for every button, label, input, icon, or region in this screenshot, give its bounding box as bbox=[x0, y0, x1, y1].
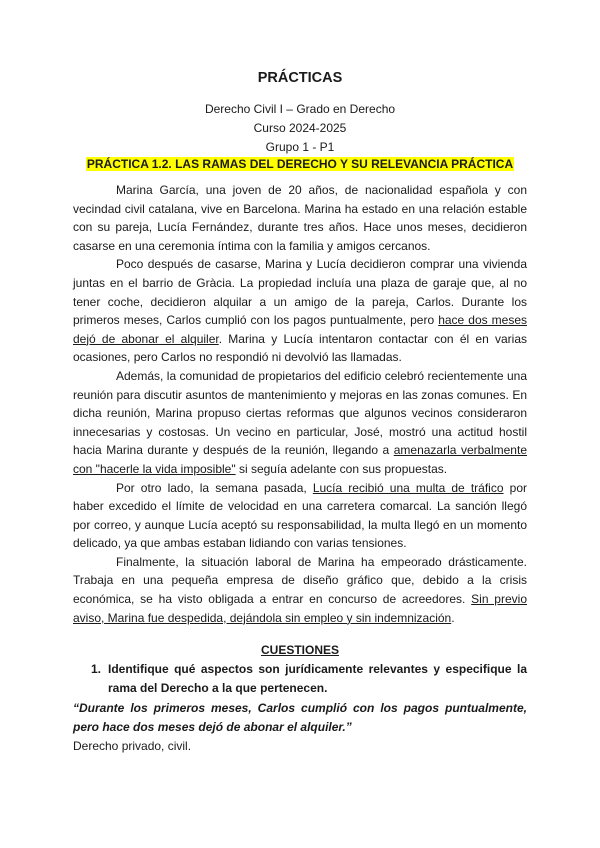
paragraph-3 bbox=[73, 367, 527, 479]
question-1-quote: “Durante los primeros meses, Carlos cumplió con los pagos puntualmente, pero hace dos meses dejó de abonar el alquiler.” bbox=[73, 701, 527, 734]
paragraph-4 bbox=[73, 479, 527, 553]
paragraph-5-text-a: Finalmente, la situación laboral de Marina ha empeorado drásticamente. Trabaja en una pequeña empresa de diseño gráfico que, debido a la crisis económica, se ha visto obligada a entrar en concurso de acreedores. bbox=[73, 554, 527, 607]
paragraph-5-text-b: . bbox=[451, 610, 455, 625]
course-line: Curso 2024-2025 bbox=[253, 121, 347, 135]
paragraph-2-text-a: Poco después de casarse, Marina y Lucía decidieron comprar una vivienda juntas en el barrio de Gràcia. La propiedad incluía una plaza de garaje que, al no tener coche, decidieron alquilar a un amigo de la pareja, Carlos. Durante los primeros meses, Carlos cumplió con los pagos puntualmente, pero bbox=[73, 257, 527, 328]
case-body bbox=[73, 181, 527, 627]
questions-heading-text: CUESTIONES bbox=[260, 643, 339, 657]
paragraph-2 bbox=[73, 255, 527, 367]
paragraph-5 bbox=[73, 553, 527, 627]
questions-heading bbox=[0, 643, 600, 657]
question-1-number: 1. bbox=[91, 662, 102, 676]
group-line: Grupo 1 - P1 bbox=[265, 140, 335, 154]
paragraph-3-underlined: amenazarla verbalmente con "hacerle la vida imposible" bbox=[73, 443, 527, 476]
paragraph-4-underlined: Lucía recibió una multa de tráfico bbox=[312, 480, 504, 495]
paragraph-1-text: Marina García, una joven de 20 años, de nacionalidad española y con vecindad civil catalana, vive en Barcelona. Marina ha estado en una relación estable con su pareja, Lucía Fernández, durante tres años. Hace unos meses, decidieron casarse en una ceremonia íntima con la familia y amigos cercanos. bbox=[73, 183, 527, 253]
paragraph-5-underlined: Sin previo aviso, Marina fue despedida, dejándola sin empleo y sin indemnización bbox=[73, 592, 527, 625]
paragraph-2-underlined: hace dos meses dejó de abonar el alquiler bbox=[73, 313, 527, 346]
paragraph-4-text-a: Por otro lado, la semana pasada, bbox=[116, 480, 313, 495]
paragraph-3-text-a: Además, la comunidad de propietarios del edificio celebró recientemente una reunión para discutir asuntos de mantenimiento y mejoras en las zonas comunes. En dicha reunión, Marina propuso ciertas reformas que algunos vecinos consideraron innecesarias y costosas. Un vecino en particular, José, mostró una actitud hostil hacia Marina durante y después de la reunión, llegando a bbox=[73, 368, 527, 458]
question-1-text: Identifique qué aspectos son jurídicamente relevantes y especifique la rama del Derecho a la que pertenecen. bbox=[108, 662, 527, 695]
question-1 bbox=[91, 660, 527, 698]
question-1-answer: Derecho privado, civil. bbox=[73, 739, 192, 753]
subject-line: Derecho Civil I – Grado en Derecho bbox=[204, 102, 396, 116]
practice-title bbox=[0, 157, 600, 171]
practice-title-highlight: PRÁCTICA 1.2. LAS RAMAS DEL DERECHO Y SU RELEVANCIA PRÁCTICA bbox=[86, 157, 514, 171]
paragraph-1 bbox=[73, 181, 527, 255]
paragraph-3-text-b: si seguía adelante con sus propuestas. bbox=[235, 461, 448, 476]
paragraph-4-text-b: por haber excedido el límite de velocidad en una carretera comarcal. La sanción llegó por correo, y aunque Lucía aceptó su responsabilidad, la multa llegó en un momento delicado, ya que ambas estaban lidiando con varias tensiones. bbox=[73, 480, 527, 551]
document-title: PRÁCTICAS bbox=[257, 70, 343, 86]
paragraph-2-text-b: . Marina y Lucía intentaron contactar con él en varias ocasiones, pero Carlos no respondió ni devolvió las llamadas. bbox=[73, 331, 527, 365]
